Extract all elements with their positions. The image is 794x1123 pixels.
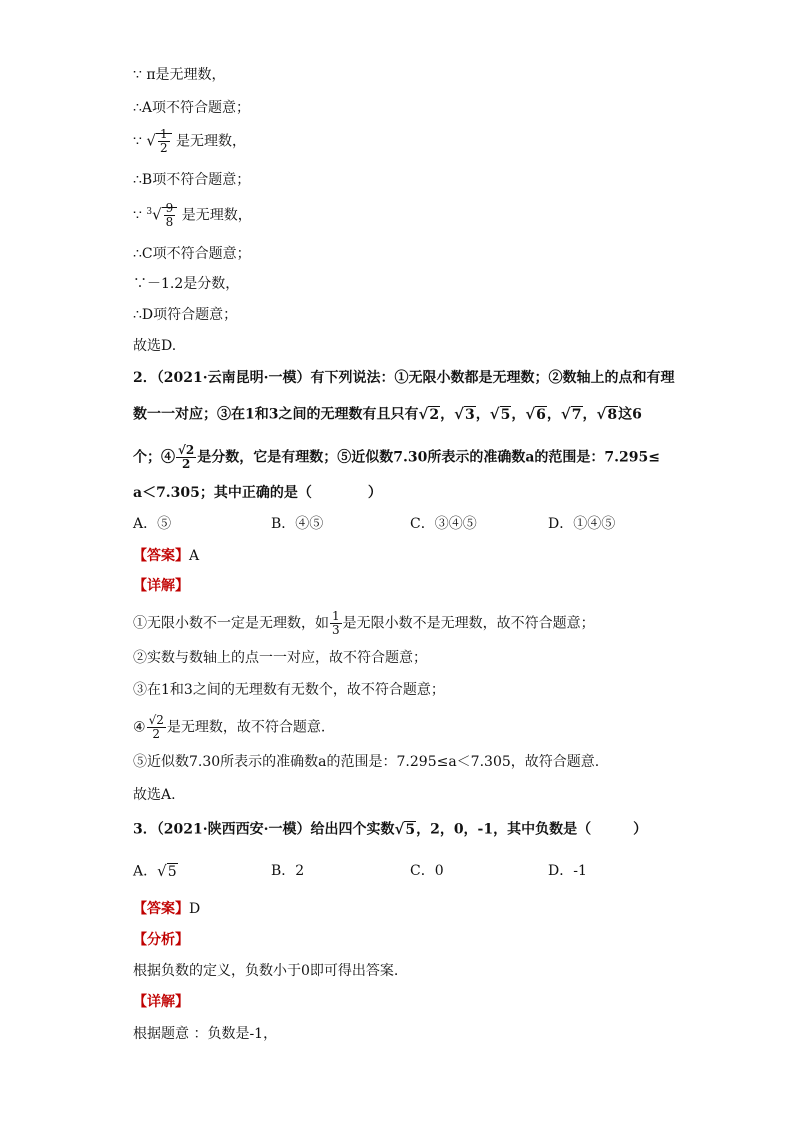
text-line: 故选D. bbox=[133, 338, 177, 354]
text-line: ∵ π是无理数， bbox=[133, 67, 226, 83]
cube-root-expression: $^3$√ $\frac{9}{8}$ bbox=[146, 202, 177, 229]
option-a: A．⑤ bbox=[133, 516, 172, 532]
text-line: ∴A项不符合题意； bbox=[133, 100, 251, 116]
option-c: C．③④⑤ bbox=[410, 516, 477, 532]
text-line: ∵－1.2是分数， bbox=[133, 276, 240, 292]
answer-line: 【答案】A bbox=[133, 548, 200, 564]
analysis-label: 【分析】 bbox=[133, 932, 189, 948]
question-2-line-4: a＜7.305；其中正确的是（ ） bbox=[133, 485, 382, 501]
detail-text: 根据题意 ：负数是-1， bbox=[133, 1026, 278, 1042]
detail-line: ③在1和3之间的无理数有无数个，故不符合题意； bbox=[133, 682, 445, 698]
fraction: $\frac{√2}{2}$ bbox=[178, 443, 195, 471]
detail-line: 故选A. bbox=[133, 787, 176, 803]
text-line: ∴B项不符合题意； bbox=[133, 172, 251, 188]
text-line: ∴C项不符合题意； bbox=[133, 246, 251, 262]
option-a: A．√5 bbox=[133, 862, 177, 880]
option-d: D．-1 bbox=[548, 863, 587, 879]
detail-line: ①无限小数不一定是无理数，如 $\frac{1}{3}$ 是无限小数不是无理数，故不符合题意； bbox=[133, 609, 595, 637]
sqrt-expression: √ $\frac{1}{2}$ bbox=[146, 128, 171, 155]
option-b: B．④⑤ bbox=[271, 516, 324, 532]
question-3-line-1: 3．（2021·陕西西安·一模）给出四个实数√5，2，0，-1，其中负数是（ ） bbox=[133, 820, 648, 838]
detail-line: ②实数与数轴上的点一一对应，故不符合题意； bbox=[133, 650, 427, 666]
text-line: ∴D项符合题意； bbox=[133, 307, 238, 323]
detail-line: ④ $\frac{√2}{2}$ 是无理数，故不符合题意. bbox=[133, 713, 326, 741]
question-2-line-2: 数一一对应；③在1和3之间的无理数有且只有√2，√3，√5，√6，√7，√8这6 bbox=[133, 405, 642, 423]
answer-line: 【答案】D bbox=[133, 901, 201, 917]
option-c: C．0 bbox=[410, 863, 444, 879]
detail-line: ⑤近似数7.30所表示的准确数a的范围是：7.295≤a＜7.305，故符合题意. bbox=[133, 754, 600, 770]
option-d: D．①④⑤ bbox=[548, 516, 616, 532]
detail-label: 【详解】 bbox=[133, 994, 189, 1010]
text-line: ∵ √ $\frac{1}{2}$ 是无理数， bbox=[133, 127, 247, 155]
question-2-line-1: 2．（2021·云南昆明·一模）有下列说法：①无限小数都是无理数；②数轴上的点和有理 bbox=[133, 370, 675, 386]
text-line: ∵ $^3$√ $\frac{9}{8}$ 是无理数， bbox=[133, 201, 252, 230]
analysis-text: 根据负数的定义，负数小于0即可得出答案. bbox=[133, 963, 399, 979]
question-2-line-3: 个；④ $\frac{√2}{2}$ 是分数，它是有理数；⑤近似数7.30所表示的准确数a的范围是：7.295≤ bbox=[133, 443, 660, 471]
option-b: B．2 bbox=[271, 863, 305, 879]
detail-label: 【详解】 bbox=[133, 578, 189, 594]
